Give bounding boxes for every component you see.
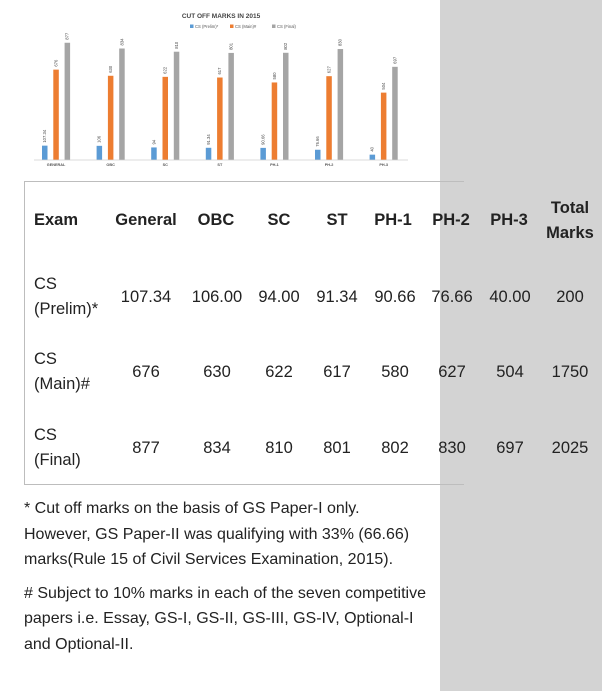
bar-data-label: 107.34: [42, 129, 48, 143]
x-tick-label: PH-3: [379, 163, 388, 167]
x-tick-label: PH-2: [324, 163, 334, 167]
row-main-st: 617: [323, 363, 351, 381]
bar-data-label: 90.66: [260, 134, 266, 145]
row-main-total: 1750: [551, 363, 589, 381]
row-final-total: 2025: [551, 439, 589, 457]
header-total-line2: Marks: [546, 224, 594, 242]
footnote-main: # Subject to 10% marks in each of the seven competitive papers i.e. Essay, GS-I, GS-II, GS-III, GS-IV, Optional-I and Optional-II.: [24, 584, 426, 653]
header-st: ST: [326, 211, 348, 229]
row-main-ph3: 504: [496, 363, 524, 381]
header-exam: Exam: [34, 211, 79, 229]
header-general: General: [115, 211, 177, 229]
bar-ph-2-0: [315, 150, 321, 160]
row-final-sc: 810: [265, 439, 293, 457]
legend-swatch: [272, 25, 276, 29]
bar-general-1: [53, 70, 59, 160]
legend-swatch: [190, 25, 194, 29]
bar-obc-0: [97, 146, 103, 160]
row-main-exam-line1: CS: [34, 350, 57, 368]
bar-sc-1: [163, 77, 169, 160]
bar-ph-1-1: [272, 82, 278, 160]
header-ph1: PH-1: [374, 211, 412, 229]
bar-data-label: 94: [151, 139, 157, 145]
bar-st-0: [206, 148, 212, 160]
bar-data-label: 801: [228, 42, 234, 50]
bar-data-label: 810: [173, 41, 179, 49]
row-prelim-total: 200: [556, 288, 584, 306]
bar-ph-3-2: [392, 67, 398, 160]
bar-data-label: 40: [369, 146, 375, 152]
row-prelim-st: 91.34: [316, 288, 358, 306]
cutoff-table: [24, 181, 594, 485]
row-final-ph3: 697: [496, 439, 524, 457]
row-final-st: 801: [323, 439, 351, 457]
row-prelim-obc: 106.00: [191, 288, 243, 306]
bar-data-label: 830: [337, 39, 343, 47]
chart-legend: [190, 24, 296, 29]
row-main-obc: 630: [203, 363, 231, 381]
cutoff-chart-svg: [24, 5, 418, 169]
x-tick-label: GENERAL: [46, 163, 66, 167]
row-final-ph2: 830: [438, 439, 466, 457]
row-prelim-ph3: 40.00: [489, 288, 531, 306]
row-prelim-exam-line2: (Prelim)*: [34, 300, 99, 318]
row-main-sc: 622: [265, 363, 293, 381]
x-tick-label: PH-1: [270, 163, 279, 167]
row-main-exam-line2: (Main)#: [34, 375, 90, 393]
bar-data-label: 76.66: [315, 136, 321, 147]
bar-data-label: 91.34: [205, 134, 211, 145]
bar-ph-1-0: [260, 148, 266, 160]
x-tick-label: OBC: [106, 163, 115, 167]
bar-data-label: 617: [217, 67, 223, 75]
bar-st-2: [228, 53, 234, 160]
footnotes: [24, 496, 428, 665]
bar-general-0: [42, 146, 48, 160]
legend-swatch: [230, 25, 234, 29]
bar-ph-3-1: [381, 93, 387, 160]
row-final-obc: 834: [203, 439, 231, 457]
row-prelim-exam-line1: CS: [34, 275, 57, 293]
row-main-ph1: 580: [381, 363, 409, 381]
header-ph3: PH-3: [490, 211, 528, 229]
bar-ph-2-2: [338, 49, 344, 160]
header-total-line1: Total: [550, 199, 590, 217]
header-sc: SC: [267, 211, 291, 229]
chart-x-ticks: [47, 163, 388, 167]
bar-data-label: 622: [162, 66, 168, 74]
bar-st-1: [217, 78, 223, 160]
chart-bars: [42, 32, 398, 160]
grey-side-panel: [440, 0, 602, 691]
row-prelim-ph2: 76.66: [431, 288, 473, 306]
row-main-ph2: 627: [438, 363, 466, 381]
bar-data-label: 630: [108, 65, 114, 73]
chart-title: CUT OFF MARKS IN 2015: [181, 13, 261, 20]
header-ph2: PH-2: [432, 211, 470, 229]
x-tick-label: SC: [162, 163, 168, 167]
row-prelim-sc: 94.00: [258, 288, 300, 306]
row-prelim-ph1: 90.66: [374, 288, 416, 306]
x-tick-label: ST: [217, 163, 223, 167]
row-final-general: 877: [132, 439, 160, 457]
bar-data-label: 834: [119, 38, 125, 46]
footnote-prelim: * Cut off marks on the basis of GS Paper-I only. However, GS Paper-II was qualifying with 33% (66.66) marks(Rule 15 of Civil Services Examination, 2015).: [24, 500, 410, 568]
legend-label: CS (Main)#: [235, 24, 257, 29]
bar-sc-2: [174, 52, 180, 160]
cutoff-chart: [24, 5, 418, 169]
row-final-exam-line2: (Final): [34, 451, 81, 469]
bar-data-label: 697: [392, 56, 398, 64]
bar-general-2: [65, 43, 71, 160]
bar-sc-0: [151, 147, 157, 160]
row-final-exam-line1: CS: [34, 426, 57, 444]
bar-data-label: 106: [96, 135, 102, 143]
legend-label: CS (Prelim)*: [195, 24, 219, 29]
legend-label: CS (Final): [277, 24, 296, 29]
row-final-ph1: 802: [381, 439, 409, 457]
bar-ph-2-1: [326, 76, 332, 160]
bar-ph-3-0: [370, 155, 376, 160]
bar-ph-1-2: [283, 53, 289, 160]
bar-data-label: 676: [53, 59, 59, 67]
row-main-general: 676: [132, 363, 160, 381]
bar-data-label: 504: [381, 82, 387, 90]
bar-data-label: 877: [64, 32, 70, 40]
bar-obc-2: [119, 49, 125, 160]
header-obc: OBC: [197, 211, 235, 229]
bar-obc-1: [108, 76, 114, 160]
bar-data-label: 802: [283, 42, 289, 50]
bar-data-label: 580: [271, 72, 277, 80]
row-prelim-general: 107.34: [120, 288, 172, 306]
bar-data-label: 627: [326, 66, 332, 74]
